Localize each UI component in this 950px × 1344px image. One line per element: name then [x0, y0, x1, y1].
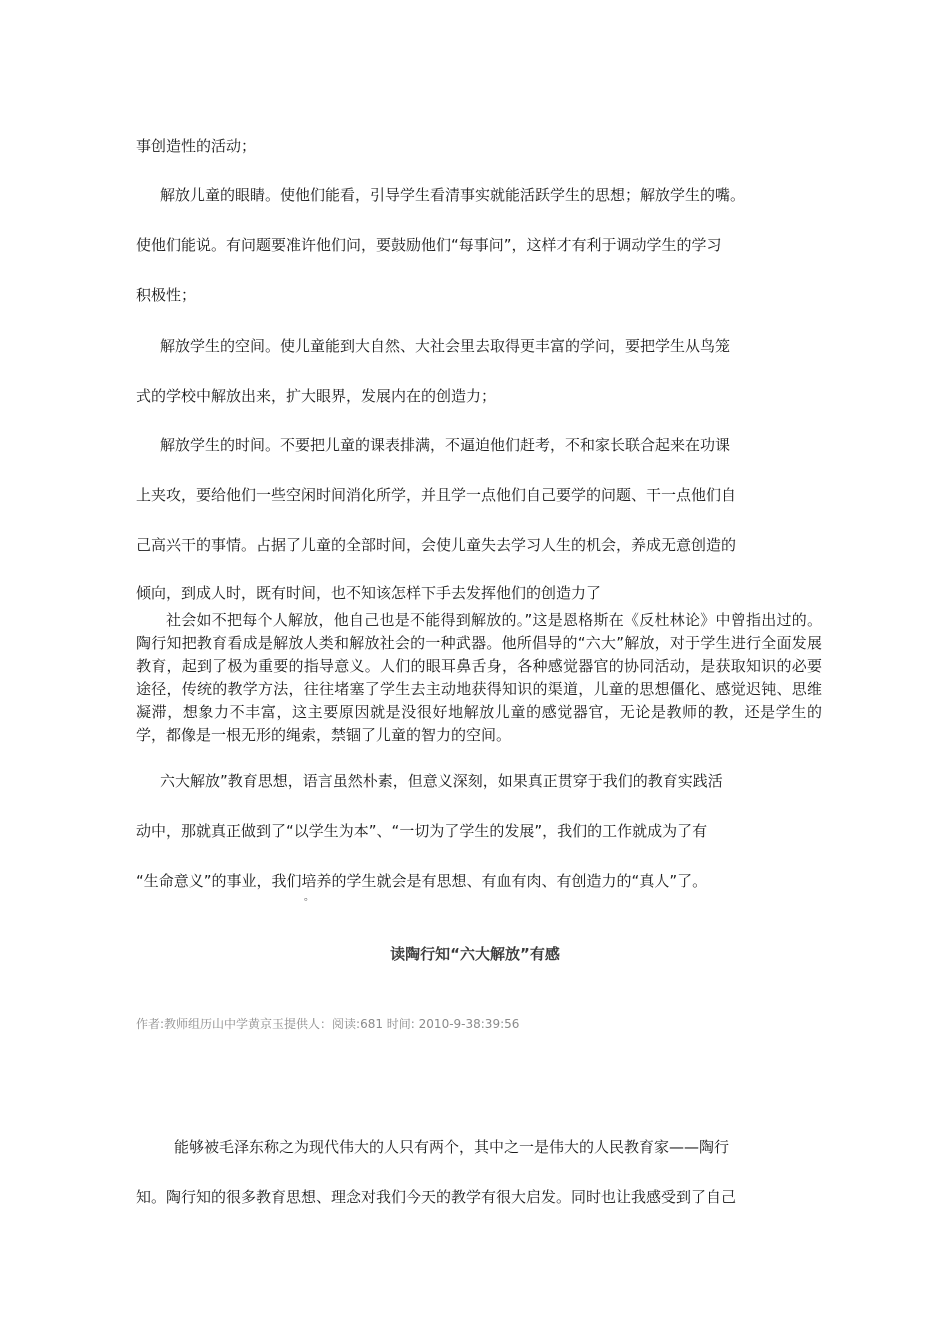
text-line: 解放学生的空间。使儿童能到大自然、大社会里去取得更丰富的学问，要把学生从鸟笼	[160, 337, 731, 355]
text-line: “生命意义”的事业，我们培养的学生就会是有思想、有血有肉、有创造力的“真人”了。	[136, 872, 708, 890]
article-title: 读陶行知“六大解放”有感	[390, 945, 560, 963]
stray-mark: 。	[304, 892, 314, 903]
text-line: 式的学校中解放出来，扩大眼界，发展内在的创造力；	[136, 387, 497, 405]
text-line: 使他们能说。有问题要准许他们问，要鼓励他们“每事问”，这样才有利于调动学生的学习	[136, 236, 722, 254]
dense-paragraph: 社会如不把每个人解放，他自己也是不能得到解放的。”这是恩格斯在《反杜林论》中曾指出过的。陶行知把教育看成是解放人类和解放社会的一种武器。他所倡导的“六大”解放，对于学生进行全面发展教育，起到了极为重要的指导意义。人们的眼耳鼻舌身，各种感觉器官的协同活动，是获取知识的必要途径，传统的教学方法，往往堵塞了学生去主动地获得知识的渠道，儿童的思想僵化、感觉迟钝、思维凝滞，想象力不丰富，这主要原因就是没很好地解放儿童的感觉器官，无论是教师的教，还是学生的学，都像是一根无形的绳索，禁锢了儿童的智力的空间。	[136, 611, 822, 744]
text-line: 上夹攻，要给他们一些空闲时间消化所学，并且学一点他们自己要学的问题、干一点他们自	[136, 486, 737, 504]
text-line: 倾向，到成人时，既有时间，也不知该怎样下手去发挥他们的创造力了	[136, 584, 602, 602]
text-line: 动中，那就真正做到了“以学生为本”、“一切为了学生的发展”，我们的工作就成为了有	[136, 822, 708, 840]
text-line: 己高兴干的事情。占据了儿童的全部时间，会使儿童失去学习人生的机会，养成无意创造的	[136, 536, 737, 554]
text-line: 能够被毛泽东称之为现代伟大的人只有两个，其中之一是伟大的人民教育家——陶行	[174, 1138, 730, 1156]
text-line: 事创造性的活动；	[136, 137, 257, 155]
text-line: 知。陶行知的很多教育思想、理念对我们今天的教学有很大启发。同时也让我感受到了自己	[136, 1188, 737, 1206]
article-meta: 作者:教师组历山中学黄京玉提供人：阅读:681 时间: 2010-9-38:39:56	[136, 1017, 520, 1031]
text-line: 积极性；	[136, 286, 197, 304]
text-line: 六大解放”教育思想，语言虽然朴素，但意义深刻，如果真正贯穿于我们的教育实践活	[160, 772, 723, 790]
text-line: 解放儿童的眼睛。使他们能看，引导学生看清事实就能活跃学生的思想；解放学生的嘴。	[160, 186, 746, 204]
text-line: 解放学生的时间。不要把儿童的课表排满，不逼迫他们赶考，不和家长联合起来在功课	[160, 436, 731, 454]
